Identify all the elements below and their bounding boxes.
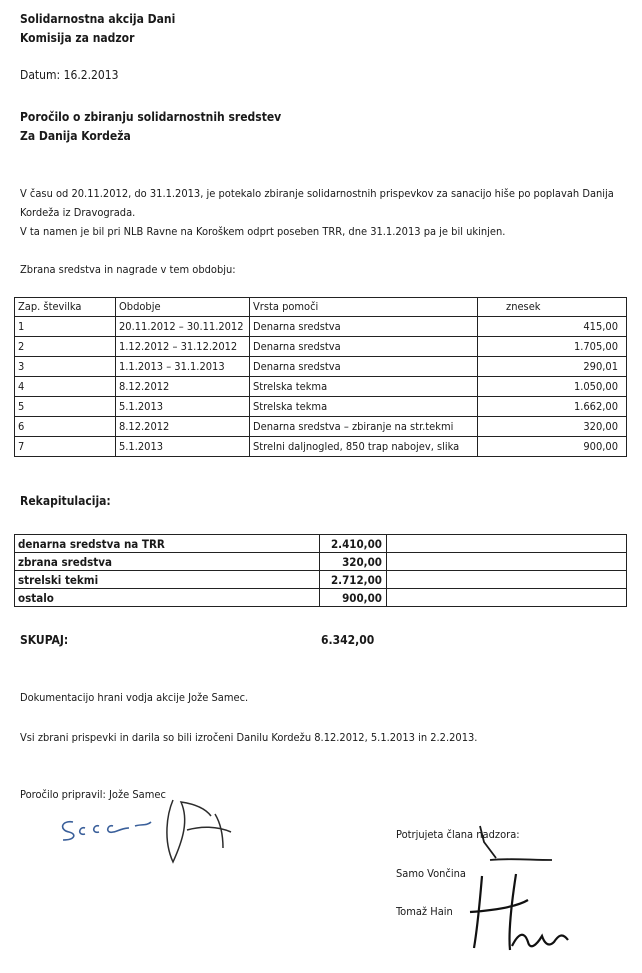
recap-amount: 2.712,00 <box>320 571 387 589</box>
cell-amount: 290,01 <box>478 357 627 377</box>
recap-amount: 900,00 <box>320 589 387 607</box>
table-row <box>15 397 627 417</box>
total-amount: 6.342,00 <box>321 633 375 647</box>
intro-paragraph-line2: Kordeža iz Dravograda. <box>20 206 136 219</box>
cell-type: Strelni daljnogled, 850 trap nabojev, slika <box>250 437 478 457</box>
recap-label: strelski tekmi <box>15 571 320 589</box>
recap-empty-cell <box>387 571 627 589</box>
cell-type: Denarna sredstva – zbiranje na str.tekmi <box>250 417 478 437</box>
cell-no: 7 <box>15 437 116 457</box>
table-caption: Zbrana sredstva in nagrade v tem obdobju: <box>20 263 236 276</box>
cell-period: 8.12.2012 <box>116 377 250 397</box>
cell-amount: 320,00 <box>478 417 627 437</box>
cell-no: 1 <box>15 317 116 337</box>
cell-no: 4 <box>15 377 116 397</box>
recap-title: Rekapitulacija: <box>20 494 111 508</box>
recap-label: ostalo <box>15 589 320 607</box>
recap-label: denarna sredstva na TRR <box>15 535 320 553</box>
cell-amount: 1.662,00 <box>478 397 627 417</box>
recap-empty-cell <box>387 535 627 553</box>
header-cell-type: Vrsta pomoči <box>250 298 478 317</box>
cell-no: 6 <box>15 417 116 437</box>
cell-amount: 415,00 <box>478 317 627 337</box>
header-cell-no: Zap. številka <box>15 298 116 317</box>
recap-amount: 2.410,00 <box>320 535 387 553</box>
recap-empty-cell <box>387 553 627 571</box>
contributions-table <box>14 297 627 457</box>
recap-row <box>15 535 627 553</box>
table-row <box>15 437 627 457</box>
recap-empty-cell <box>387 589 627 607</box>
cell-period: 1.12.2012 – 31.12.2012 <box>116 337 250 357</box>
cell-type: Denarna sredstva <box>250 317 478 337</box>
cell-no: 2 <box>15 337 116 357</box>
intro-paragraph-trr: V ta namen je bil pri NLB Ravne na Koroškem odprt poseben TRR, dne 31.1.2013 pa je bil ukinjen. <box>20 225 506 238</box>
recap-row <box>15 553 627 571</box>
cell-type: Strelska tekma <box>250 397 478 417</box>
org-name: Solidarnostna akcija Dani <box>20 12 176 26</box>
table-row <box>15 377 627 397</box>
cell-type: Denarna sredstva <box>250 357 478 377</box>
table-row <box>15 357 627 377</box>
header-cell-period: Obdobje <box>116 298 250 317</box>
cell-no: 3 <box>15 357 116 377</box>
table-row <box>15 317 627 337</box>
cell-type: Denarna sredstva <box>250 337 478 357</box>
handover-note: Vsi zbrani prispevki in darila so bili izročeni Danilu Kordežu 8.12.2012, 5.1.2013 in 2.2.2013. <box>20 731 478 744</box>
signature-hain <box>458 870 608 960</box>
cell-period: 5.1.2013 <box>116 397 250 417</box>
member-1: Samo Vončina <box>396 867 466 880</box>
table-row <box>15 417 627 437</box>
cell-period: 5.1.2013 <box>116 437 250 457</box>
cell-amount: 1.705,00 <box>478 337 627 357</box>
total-label: SKUPAJ: <box>20 633 69 647</box>
cell-no: 5 <box>15 397 116 417</box>
org-committee: Komisija za nadzor <box>20 31 135 45</box>
member-2: Tomaž Hain <box>396 905 453 918</box>
recap-table <box>14 534 627 607</box>
report-title: Poročilo o zbiranju solidarnostnih sredstev <box>20 110 282 124</box>
recap-row <box>15 589 627 607</box>
cell-amount: 900,00 <box>478 437 627 457</box>
intro-paragraph-line1: V času od 20.11.2012, do 31.1.2013, je potekalo zbiranje solidarnostnih prispevkov za sanacijo hiše po poplavah Danija <box>20 187 614 200</box>
documentation-note: Dokumentacijo hrani vodja akcije Jože Samec. <box>20 691 249 704</box>
header-cell-amount: znesek <box>478 298 627 317</box>
cell-period: 20.11.2012 – 30.11.2012 <box>116 317 250 337</box>
report-date: Datum: 16.2.2013 <box>20 68 119 82</box>
recap-amount: 320,00 <box>320 553 387 571</box>
recap-row <box>15 571 627 589</box>
report-subtitle: Za Danija Kordeža <box>20 129 131 143</box>
prepared-by: Poročilo pripravil: Jože Samec <box>20 788 166 801</box>
table-row <box>15 337 627 357</box>
cell-period: 1.1.2013 – 31.1.2013 <box>116 357 250 377</box>
recap-label: zbrana sredstva <box>15 553 320 571</box>
confirmed-by: Potrjujeta člana nadzora: <box>396 828 520 841</box>
cell-type: Strelska tekma <box>250 377 478 397</box>
cell-period: 8.12.2012 <box>116 417 250 437</box>
table-header-row <box>15 298 627 317</box>
cell-amount: 1.050,00 <box>478 377 627 397</box>
signature-samec <box>55 790 245 870</box>
